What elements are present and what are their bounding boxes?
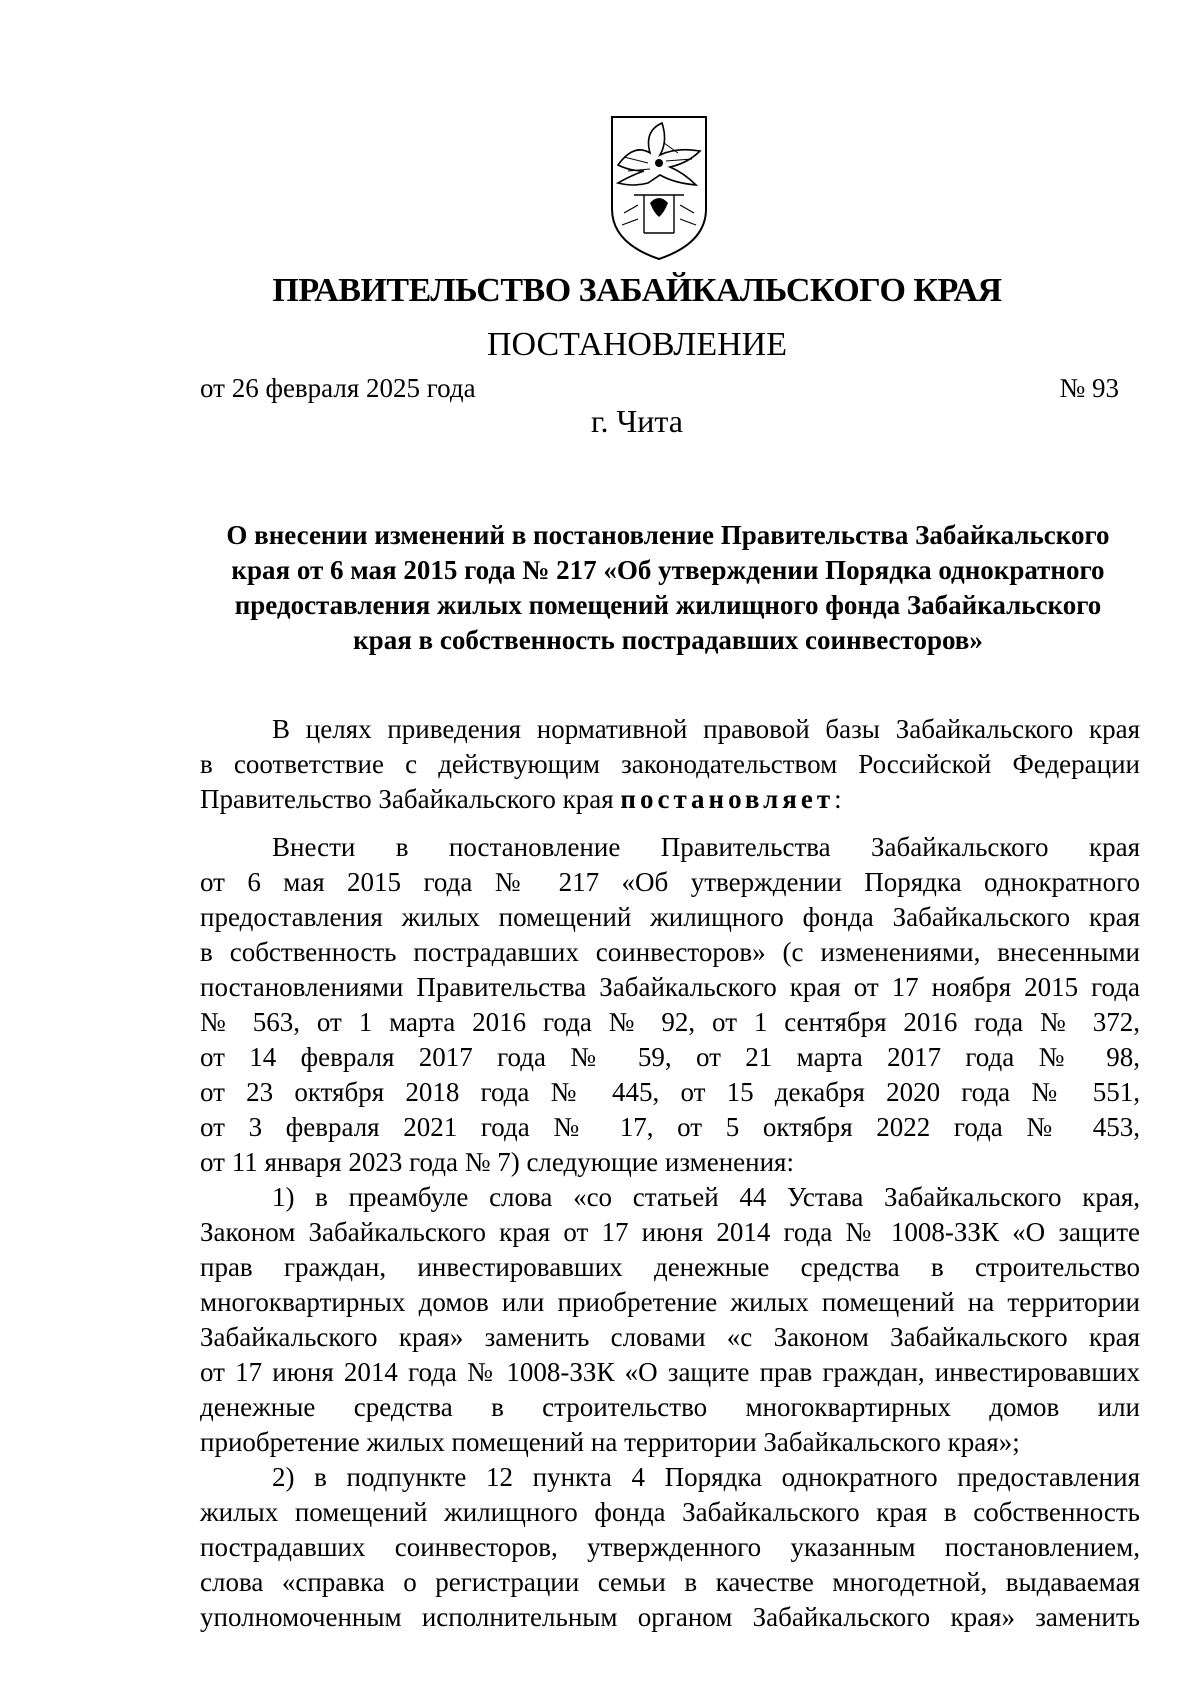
paragraph-line: В целях приведения нормативной правовой базы Забайкальского края — [272, 714, 1140, 744]
document-city: г. Чита — [590, 403, 683, 439]
paragraph-line: от 11 января 2023 года № 7) следующие изменения: — [200, 1147, 794, 1177]
paragraph-line: постановлениями Правительства Забайкальского края от 17 ноября 2015 года — [200, 972, 1140, 1002]
subject-line: предоставления жилых помещений жилищного фонда Забайкальского — [234, 590, 1102, 620]
paragraph-line: жилых помещений жилищного фонда Забайкальского края в собственность — [200, 1497, 1140, 1527]
document-subject — [200, 518, 1136, 658]
amendment-item-2 — [200, 1460, 1140, 1635]
paragraph-line: от 17 июня 2014 года № 1008-ЗЗК «О защите прав граждан, инвестировавших — [200, 1357, 1140, 1387]
organization-title: ПРАВИТЕЛЬСТВО ЗАБАЙКАЛЬСКОГО КРАЯ — [272, 272, 1002, 309]
paragraph-line: № 563, от 1 марта 2016 года № 92, от 1 сентября 2016 года № 372, — [200, 1007, 1140, 1037]
paragraph-line: денежные средства в строительство многоквартирных домов или — [200, 1392, 1140, 1422]
paragraph-line: многоквартирных домов или приобретение жилых помещений на территории — [200, 1287, 1140, 1317]
resolution-keyword: постановляет — [620, 784, 835, 814]
paragraph-line: в собственность пострадавших соинвесторов» (с изменениями, внесенными — [200, 937, 1140, 967]
paragraph-line: 2) в подпункте 12 пункта 4 Порядка однократного предоставления — [272, 1462, 1140, 1492]
paragraph-line: уполномоченным исполнительным органом Забайкальского края» заменить — [200, 1602, 1140, 1632]
paragraph-line: слова «справка о регистрации семьи в качестве многодетной, выдаваемая — [200, 1567, 1140, 1597]
subject-line: края от 6 мая 2015 года № 217 «Об утверждении Порядка однократного — [231, 555, 1105, 585]
document-type: ПОСТАНОВЛЕНИЕ — [486, 326, 788, 363]
amendment-item-1 — [200, 1180, 1140, 1460]
paragraph-line: Забайкальского края» заменить словами «с Законом Забайкальского края — [200, 1322, 1140, 1352]
paragraph-line: прав граждан, инвестировавших денежные средства в строительство — [200, 1252, 1140, 1282]
paragraph-line: от 6 мая 2015 года № 217 «Об утверждении Порядка однократного — [200, 867, 1140, 897]
document-number: № 93 — [1059, 373, 1119, 403]
coat-of-arms-emblem — [604, 113, 714, 261]
paragraph-line: от 23 октября 2018 года № 445, от 15 декабря 2020 года № 551, — [200, 1077, 1140, 1107]
subject-line: О внесении изменений в постановление Правительства Забайкальского — [226, 520, 1110, 550]
paragraph-line: пострадавших соинвесторов, утвержденного указанным постановлением, — [200, 1532, 1140, 1562]
paragraph-line: Внести в постановление Правительства Забайкальского края — [272, 832, 1140, 862]
preamble-suffix: : — [834, 784, 842, 814]
paragraph-line: предоставления жилых помещений жилищного фонда Забайкальского края — [200, 902, 1140, 932]
subject-line: края в собственность пострадавших соинвесторов» — [353, 625, 983, 655]
body-intro-paragraph — [200, 830, 1140, 1180]
paragraph-line: Законом Забайкальского края от 17 июня 2014 года № 1008-ЗЗК «О защите — [200, 1217, 1140, 1247]
paragraph-line: от 3 февраля 2021 года № 17, от 5 октября 2022 года № 453, — [200, 1112, 1140, 1142]
document-date: от 26 февраля 2025 года — [200, 373, 476, 403]
paragraph-line: 1) в преамбуле слова «со статьей 44 Устава Забайкальского края, — [272, 1182, 1140, 1212]
paragraph-line: от 14 февраля 2017 года № 59, от 21 марта 2017 года № 98, — [200, 1042, 1140, 1072]
preamble-paragraph — [200, 712, 1140, 817]
paragraph-line — [200, 782, 1140, 817]
preamble-prefix: Правительство Забайкальского края — [200, 784, 621, 814]
paragraph-line: в соответствие с действующим законодательством Российской Федерации — [200, 749, 1140, 779]
paragraph-line: приобретение жилых помещений на территории Забайкальского края»; — [200, 1427, 1020, 1457]
